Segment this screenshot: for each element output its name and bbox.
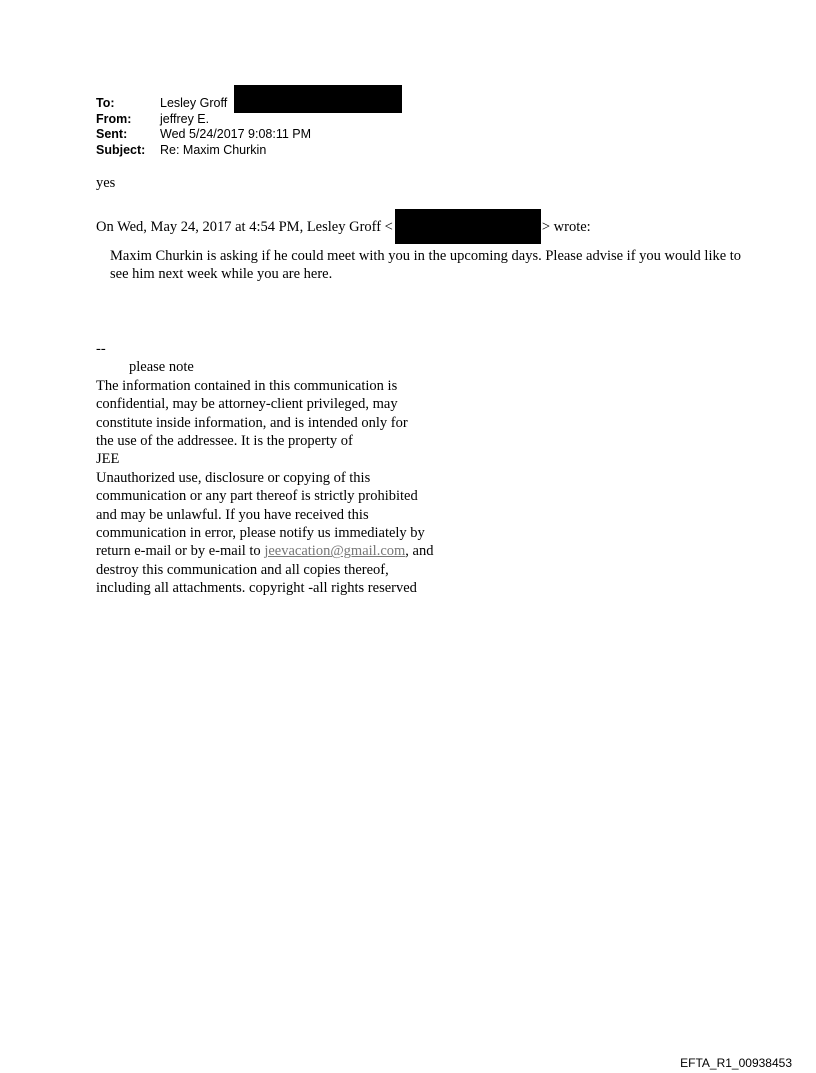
to-row <box>96 96 311 112</box>
signature-line: Unauthorized use, disclosure or copying of this <box>96 469 371 486</box>
reply-text: yes <box>96 175 116 191</box>
to-value <box>160 96 227 112</box>
document-id: EFTA_R1_00938453 <box>680 1056 792 1070</box>
quoted-message: Maxim Churkin is asking if he could meet with you in the upcoming days. Please advise if you would like to see him next week while you are here. <box>110 248 742 283</box>
from-label: From: <box>96 111 132 126</box>
signature-line: confidential, may be attorney-client privileged, may <box>96 396 398 413</box>
to-label: To: <box>96 96 115 110</box>
signature-line: the use of the addressee. It is the property of <box>96 433 353 450</box>
sent-row <box>96 127 311 143</box>
signature-line: including all attachments. copyright -all rights reserved <box>96 580 417 597</box>
return-suffix: , and <box>405 543 434 560</box>
attribution-prefix: On Wed, May 24, 2017 at 4:54 PM, Lesley Groff < <box>96 218 393 235</box>
from-row <box>96 112 311 128</box>
to-name: Lesley Groff <box>160 96 228 110</box>
subject-value: Re: Maxim Churkin <box>160 142 267 157</box>
quote-attribution <box>96 210 591 245</box>
signature-line: destroy this communication and all copies thereof, <box>96 561 389 578</box>
signature-line: constitute inside information, and is intended only for <box>96 414 408 431</box>
signature-line: JEE <box>96 451 120 468</box>
signature-line: communication or any part thereof is strictly prohibited <box>96 488 418 505</box>
from-value: jeffrey E. <box>160 111 210 126</box>
signature-line: The information contained in this communication is <box>96 377 398 394</box>
attribution-suffix: > wrote: <box>541 218 591 235</box>
email-link[interactable]: jeevacation@gmail.com <box>264 543 406 560</box>
sent-value: Wed 5/24/2017 9:08:11 PM <box>160 127 312 141</box>
email-header <box>96 96 311 158</box>
signature-line: and may be unlawful. If you have received this <box>96 506 369 523</box>
signature-line <box>96 542 536 560</box>
redaction-box <box>234 85 402 113</box>
subject-row <box>96 143 311 159</box>
redaction-box <box>395 209 541 244</box>
signature-line: communication in error, please notify us immediately by <box>96 525 425 542</box>
return-prefix: return e-mail or by e-mail to <box>96 543 265 560</box>
signature-separator: -- <box>96 341 106 357</box>
sent-label: Sent: <box>96 127 128 141</box>
signature-note: please note <box>129 359 194 376</box>
subject-label: Subject: <box>96 142 146 157</box>
signature-block <box>96 340 536 598</box>
